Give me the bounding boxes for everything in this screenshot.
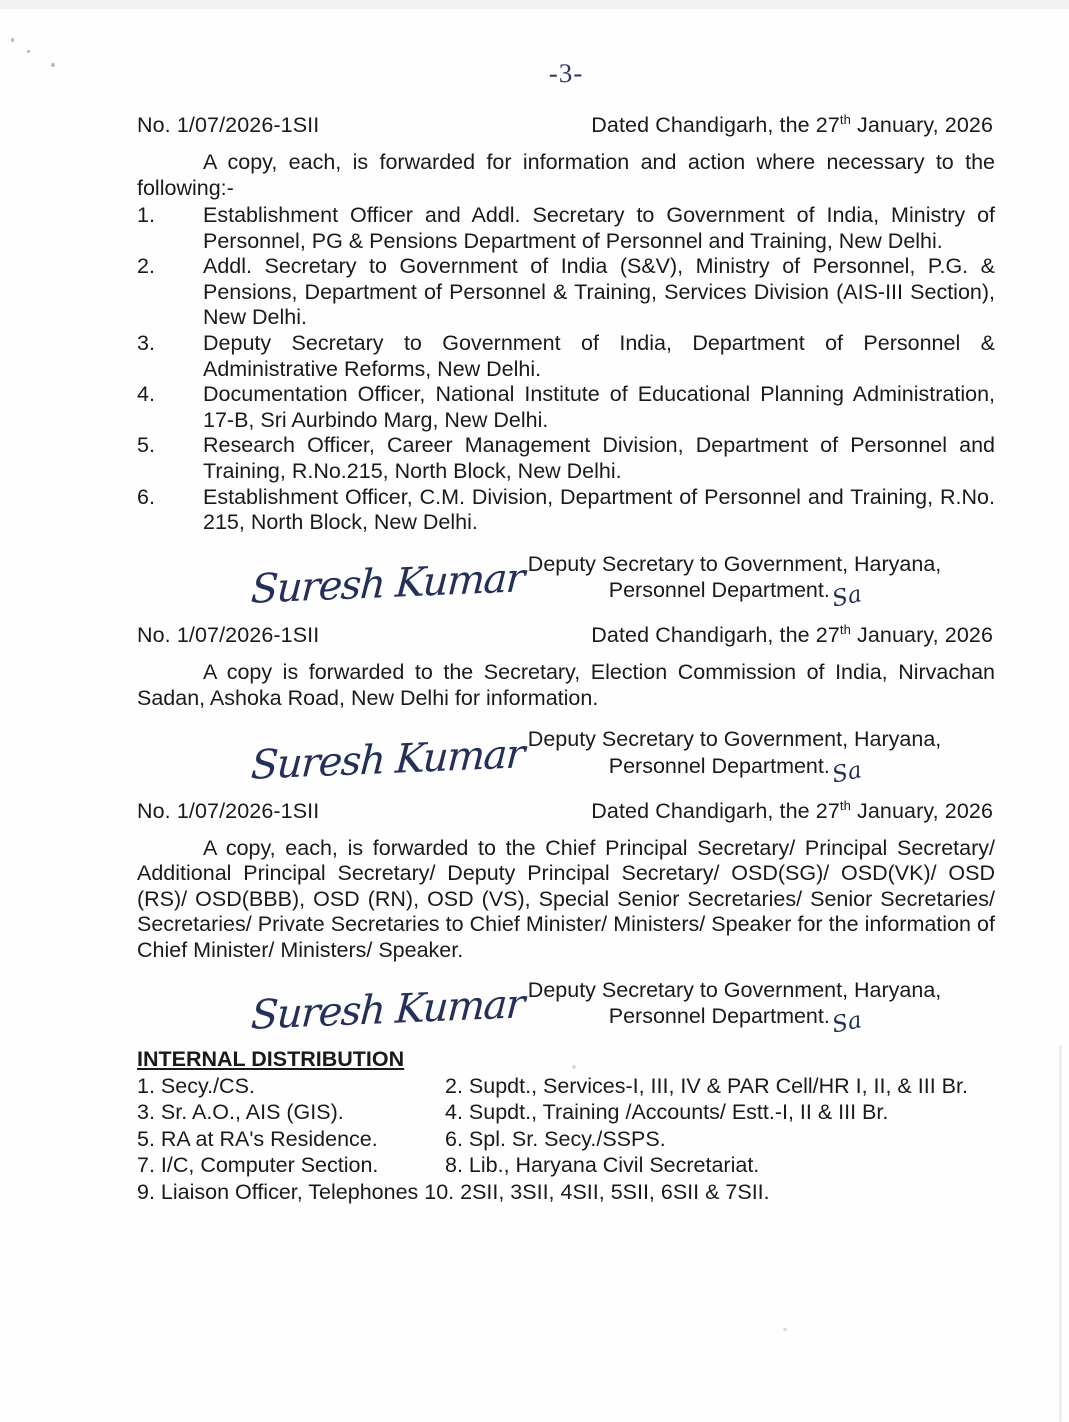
endorsement-1-date [591, 113, 995, 138]
recipient-text: Documentation Officer, National Institute of Educational Planning Administration, 17-B, Sri Aurbindo Marg, New Delhi. [203, 382, 995, 432]
recipient-number: 6. [137, 484, 155, 509]
endorsement-block-2 [137, 621, 995, 789]
endorsement-3-ref-no: No. 1/07/2026-1SII [137, 798, 320, 823]
scan-speck [783, 1328, 787, 1331]
distribution-entry: 4. Supdt., Training /Accounts/ Estt.-I, II & III Br. [445, 1100, 889, 1125]
endorsement-block-1 [137, 111, 995, 614]
endorsement-1-header [137, 113, 995, 138]
signatory-title-line2-wrap [528, 1003, 941, 1039]
signatory-title-line2: Personnel Department. [608, 578, 830, 603]
scan-speck [27, 50, 30, 53]
signatory-title [527, 551, 942, 613]
distribution-entry: 3. Sr. A.O., AIS (GIS). [137, 1100, 344, 1125]
recipient-number: 4. [137, 382, 155, 407]
distribution-entry: 1. Secy./CS. [137, 1073, 255, 1098]
recipient-text: Addl. Secretary to Government of India (S&V), Ministry of Personnel, P.G. & Pensions, Department of Personnel & Training, Services Division (AIS-III Section), New Delhi. [203, 254, 995, 330]
signatory-title-line2: Personnel Department. [608, 1004, 830, 1029]
signatory-title-line1: Deputy Secretary to Government, Haryana, [527, 977, 942, 1002]
signatory-title-line2-wrap [528, 753, 941, 789]
endorsement-2-date-ordinal: th [839, 621, 851, 637]
recipient-text: Research Officer, Career Management Division, Department of Personnel and Training, R.No.215, North Block, New Delhi. [203, 433, 995, 483]
document-content [137, 0, 995, 1205]
endorsement-3-date-suffix: January, 2026 [850, 798, 993, 823]
internal-distribution-heading-wrap [137, 1047, 995, 1072]
recipient-text: Deputy Secretary to Government of India, Department of Personnel & Administrative Reforms, New Delhi. [203, 331, 995, 381]
signatory-title-line2: Personnel Department. [608, 754, 830, 779]
list-item [137, 254, 995, 331]
endorsement-2-date [591, 623, 995, 648]
list-item [137, 382, 995, 433]
endorsement-3-date-ordinal: th [839, 797, 851, 813]
handwritten-signature: Suresh Kumar [249, 981, 525, 1040]
recipient-text: Establishment Officer and Addl. Secretary to Government of India, Ministry of Personnel, PG & Pensions Department of Personnel and Training, New Delhi. [203, 203, 995, 253]
recipient-number: 2. [137, 254, 155, 279]
internal-distribution-heading: INTERNAL DISTRIBUTION [137, 1046, 405, 1071]
endorsement-1-body: A copy, each, is forwarded for information and action where necessary to the following:- [137, 150, 995, 200]
signatory-title-line2-wrap [528, 577, 941, 613]
endorsement-1-date-prefix: Dated Chandigarh, the 27 [591, 113, 840, 137]
scan-edge-artifact [1059, 1045, 1062, 1422]
recipient-number: 1. [137, 203, 155, 228]
handwritten-signature: Suresh Kumar [249, 731, 525, 789]
signatory-title [527, 977, 942, 1039]
endorsement-3-body: A copy, each, is forwarded to the Chief Principal Secretary/ Principal Secretary/ Additional Principal Secretary/ Deputy Principal Secretary/ OSD(SG)/ OSD(VK)/ OSD (RS)/ OSD(BBB), OSD (RN), OSD (VS), Special Senior Secretaries/ Senior Secretaries/ Secretaries/ Private Secretaries to Chief Minister/ Ministers/ Speaker for the information of Chief Minister/ Ministers/ Speaker. [137, 835, 995, 962]
distribution-entry-final: 9. Liaison Officer, Telephones 10. 2SII, 3SII, 4SII, 5SII, 6SII & 7SII. [137, 1179, 770, 1204]
endorsement-block-3 [137, 797, 995, 1040]
distribution-entry: 5. RA at RA's Residence. [137, 1126, 378, 1151]
signature-block-3 [137, 976, 995, 1040]
endorsement-2-date-suffix: January, 2026 [850, 623, 993, 648]
scan-speck [51, 63, 55, 67]
endorsement-1-ref-no: No. 1/07/2026-1SII [137, 113, 320, 137]
endorsement-1-date-ordinal: th [839, 111, 851, 127]
recipient-number: 5. [137, 433, 155, 458]
endorsement-2-ref-no: No. 1/07/2026-1SII [137, 623, 320, 648]
endorsement-3-date-prefix: Dated Chandigarh, the 27 [591, 798, 840, 823]
internal-distribution-section [137, 1047, 995, 1205]
signature-initial-mark: Sa [829, 1007, 864, 1039]
endorsement-1-date-suffix: January, 2026 [850, 113, 993, 137]
endorsement-3-header [137, 799, 995, 824]
signature-block-1 [137, 550, 995, 614]
signature-initial-mark: Sa [829, 581, 864, 613]
signature-initial-mark: Sa [829, 757, 864, 789]
signature-block-2 [137, 725, 995, 789]
scan-speck [11, 38, 14, 42]
page-number-marker: -3- [548, 57, 584, 89]
signatory-title-line1: Deputy Secretary to Government, Haryana, [527, 727, 942, 752]
endorsement-2-date-prefix: Dated Chandigarh, the 27 [591, 623, 840, 648]
list-item [137, 331, 995, 382]
distribution-entry: 8. Lib., Haryana Civil Secretariat. [445, 1153, 760, 1178]
list-item [137, 203, 995, 254]
recipient-text: Establishment Officer, C.M. Division, Department of Personnel and Training, R.No. 215, North Block, New Delhi. [203, 484, 995, 535]
signatory-title [527, 727, 942, 789]
internal-distribution-grid [137, 1073, 995, 1205]
recipient-number: 3. [137, 331, 155, 356]
endorsement-3-date [591, 799, 995, 824]
endorsement-2-body: A copy is forwarded to the Secretary, Election Commission of India, Nirvachan Sadan, Ashoka Road, New Delhi for information. [137, 660, 995, 710]
recipient-list [137, 203, 995, 536]
signatory-title-line1: Deputy Secretary to Government, Haryana, [527, 551, 942, 576]
handwritten-signature: Suresh Kumar [249, 555, 525, 614]
distribution-entry: 2. Supdt., Services-I, III, IV & PAR Cell/HR I, II, & III Br. [445, 1073, 968, 1098]
list-item [137, 485, 995, 536]
endorsement-2-header [137, 623, 995, 648]
distribution-entry: 6. Spl. Sr. Secy./SSPS. [445, 1126, 666, 1151]
distribution-entry: 7. I/C, Computer Section. [137, 1153, 379, 1178]
list-item [137, 433, 995, 484]
